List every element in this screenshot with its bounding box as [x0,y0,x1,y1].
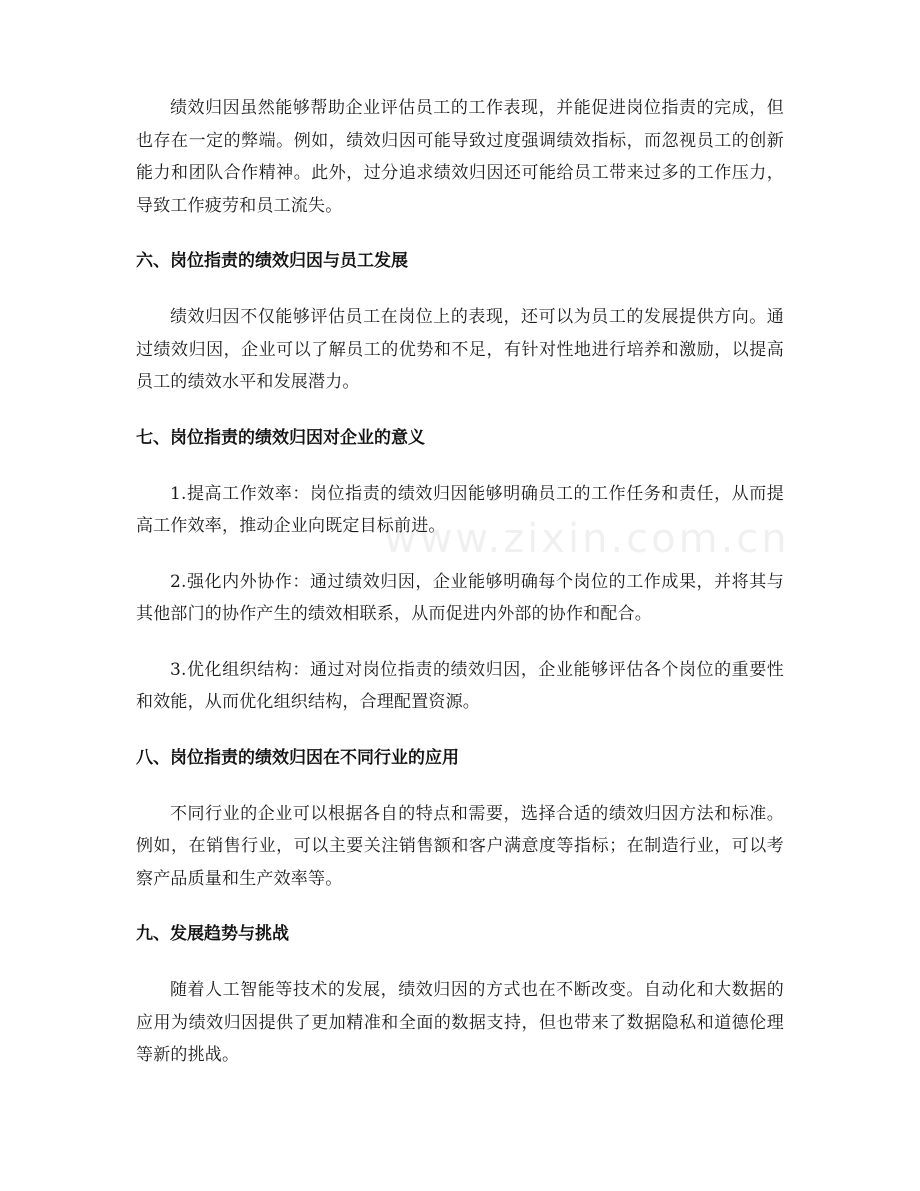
watermark: www.zixin.com.cn [384,516,790,562]
heading-section-8: 八、岗位指责的绩效归因在不同行业的应用 [136,747,459,768]
heading-section-7: 七、岗位指责的绩效归因对企业的意义 [136,427,425,448]
paragraph-item-1-efficiency: 1.提高工作效率：岗位指责的绩效归因能够明确员工的工作任务和责任，从而提高工作效率，推动企业向既定目标前进。 [136,483,784,536]
paragraph-industry-application: 不同行业的企业可以根据各自的特点和需要，选择合适的绩效归因方法和标准。例如，在销售行业，可以主要关注销售额和客户满意度等指标；在制造行业，可以考察产品质量和生产效率等。 [136,803,784,889]
paragraph-trends-challenges: 随着人工智能等技术的发展，绩效归因的方式也在不断改变。自动化和大数据的应用为绩效归因提供了更加精准和全面的数据支持，但也带来了数据隐私和道德伦理等新的挑战。 [136,980,784,1065]
heading-section-6: 六、岗位指责的绩效归因与员工发展 [136,251,408,271]
paragraph-item-2-collaboration: 2.强化内外协作：通过绩效归因，企业能够明确每个岗位的工作成果，并将其与其他部门的协作产生的绩效相联系，从而促进内外部的协作和配合。 [136,571,784,624]
paragraph-drawbacks: 绩效归因虽然能够帮助企业评估员工的工作表现，并能促进岗位指责的完成，但也存在一定的弊端。例如，绩效归因可能导致过度强调绩效指标，而忽视员工的创新能力和团队合作精神。此外，过分追求绩效归因还可能给员工带来过多的工作压力，导致工作疲劳和员工流失。 [136,98,784,216]
paragraph-item-3-structure: 3.优化组织结构：通过对岗位指责的绩效归因，企业能够评估各个岗位的重要性和效能，从而优化组织结构，合理配置资源。 [136,659,784,712]
paragraph-employee-development: 绩效归因不仅能够评估员工在岗位上的表现，还可以为员工的发展提供方向。通过绩效归因，企业可以了解员工的优势和不足，有针对性地进行培养和激励，以提高员工的绩效水平和发展潜力。 [136,307,784,392]
document-body [136,92,784,1072]
heading-section-9: 九、发展趋势与挑战 [136,924,289,944]
